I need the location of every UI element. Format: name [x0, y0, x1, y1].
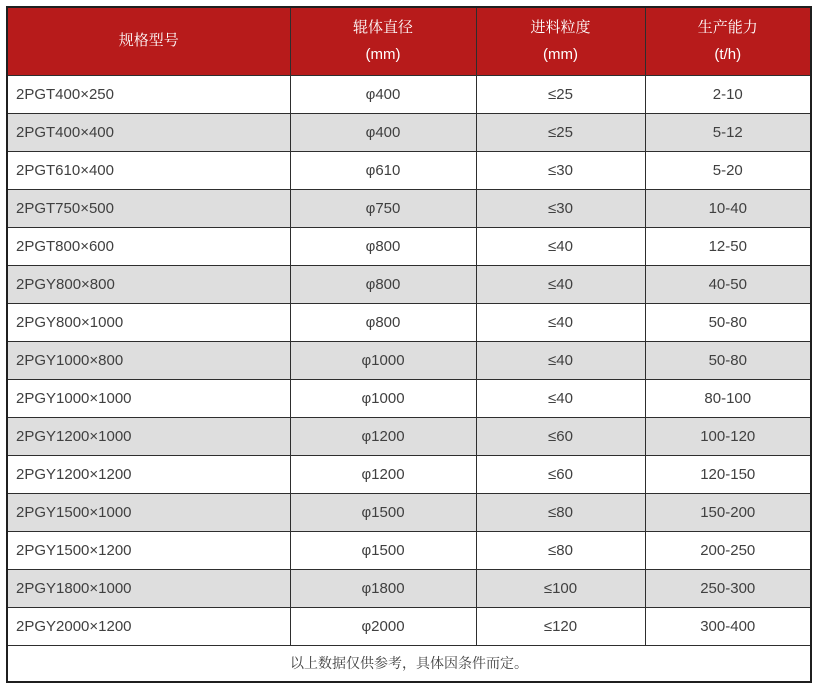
header-unit-capacity: (t/h) [714, 45, 742, 63]
cell-model: 2PGY800×800 [7, 265, 290, 303]
cell-diameter: φ800 [290, 303, 476, 341]
cell-feed-size: ≤40 [476, 303, 645, 341]
cell-capacity: 80-100 [645, 379, 811, 417]
table-row [7, 189, 811, 227]
cell-feed-size: ≤60 [476, 417, 645, 455]
cell-capacity: 250-300 [645, 569, 811, 607]
cell-model: 2PGY1500×1000 [7, 493, 290, 531]
header-row [7, 7, 811, 75]
table-row [7, 531, 811, 569]
cell-model: 2PGY1200×1200 [7, 455, 290, 493]
header-cell-feed-size [476, 7, 645, 75]
table-row [7, 75, 811, 113]
cell-diameter: φ1200 [290, 417, 476, 455]
header-unit-feed-size: (mm) [543, 45, 578, 63]
cell-capacity: 150-200 [645, 493, 811, 531]
cell-diameter: φ2000 [290, 607, 476, 645]
table-row [7, 113, 811, 151]
table-row [7, 265, 811, 303]
spec-table-container [6, 6, 810, 683]
cell-diameter: φ1000 [290, 341, 476, 379]
table-row [7, 227, 811, 265]
header-label-diameter: 辊体直径 [352, 18, 413, 36]
cell-diameter: φ1500 [290, 493, 476, 531]
table-row [7, 303, 811, 341]
cell-model: 2PGT800×600 [7, 227, 290, 265]
cell-capacity: 100-120 [645, 417, 811, 455]
cell-feed-size: ≤25 [476, 113, 645, 151]
cell-feed-size: ≤40 [476, 341, 645, 379]
footer-note: 以上数据仅供参考，具体因条件而定。 [7, 645, 811, 682]
cell-capacity: 200-250 [645, 531, 811, 569]
spec-table [6, 6, 812, 683]
cell-capacity: 5-20 [645, 151, 811, 189]
cell-diameter: φ1800 [290, 569, 476, 607]
cell-model: 2PGT610×400 [7, 151, 290, 189]
cell-diameter: φ800 [290, 227, 476, 265]
cell-feed-size: ≤60 [476, 455, 645, 493]
cell-capacity: 300-400 [645, 607, 811, 645]
cell-model: 2PGT400×250 [7, 75, 290, 113]
cell-capacity: 40-50 [645, 265, 811, 303]
cell-capacity: 5-12 [645, 113, 811, 151]
cell-model: 2PGY2000×1200 [7, 607, 290, 645]
header-label-model: 规格型号 [118, 32, 179, 50]
cell-feed-size: ≤80 [476, 531, 645, 569]
cell-feed-size: ≤40 [476, 265, 645, 303]
table-row [7, 151, 811, 189]
cell-feed-size: ≤120 [476, 607, 645, 645]
cell-capacity: 10-40 [645, 189, 811, 227]
cell-model: 2PGY1800×1000 [7, 569, 290, 607]
cell-model: 2PGY1500×1200 [7, 531, 290, 569]
header-unit-diameter: (mm) [365, 45, 401, 63]
cell-feed-size: ≤100 [476, 569, 645, 607]
footer-row [7, 645, 811, 682]
header-cell-capacity [645, 7, 811, 75]
cell-model: 2PGT750×500 [7, 189, 290, 227]
cell-capacity: 12-50 [645, 227, 811, 265]
cell-diameter: φ1500 [290, 531, 476, 569]
cell-capacity: 50-80 [645, 341, 811, 379]
cell-diameter: φ610 [290, 151, 476, 189]
header-label-feed-size: 进料粒度 [530, 18, 591, 36]
cell-feed-size: ≤30 [476, 151, 645, 189]
cell-feed-size: ≤80 [476, 493, 645, 531]
table-row [7, 607, 811, 645]
cell-feed-size: ≤30 [476, 189, 645, 227]
cell-model: 2PGY1000×800 [7, 341, 290, 379]
table-row [7, 493, 811, 531]
cell-diameter: φ800 [290, 265, 476, 303]
cell-feed-size: ≤40 [476, 227, 645, 265]
header-cell-diameter [290, 7, 476, 75]
table-footer [7, 645, 811, 682]
cell-capacity: 2-10 [645, 75, 811, 113]
header-cell-model [7, 7, 290, 75]
cell-model: 2PGY1000×1000 [7, 379, 290, 417]
cell-model: 2PGT400×400 [7, 113, 290, 151]
cell-feed-size: ≤25 [476, 75, 645, 113]
table-row [7, 379, 811, 417]
cell-diameter: φ750 [290, 189, 476, 227]
cell-feed-size: ≤40 [476, 379, 645, 417]
cell-capacity: 50-80 [645, 303, 811, 341]
cell-diameter: φ400 [290, 75, 476, 113]
cell-diameter: φ1000 [290, 379, 476, 417]
cell-diameter: φ400 [290, 113, 476, 151]
header-label-capacity: 生产能力 [697, 18, 758, 36]
cell-capacity: 120-150 [645, 455, 811, 493]
table-row [7, 341, 811, 379]
table-row [7, 455, 811, 493]
table-header [7, 7, 811, 75]
cell-diameter: φ1200 [290, 455, 476, 493]
table-row [7, 569, 811, 607]
cell-model: 2PGY1200×1000 [7, 417, 290, 455]
cell-model: 2PGY800×1000 [7, 303, 290, 341]
table-body [7, 75, 811, 645]
table-row [7, 417, 811, 455]
